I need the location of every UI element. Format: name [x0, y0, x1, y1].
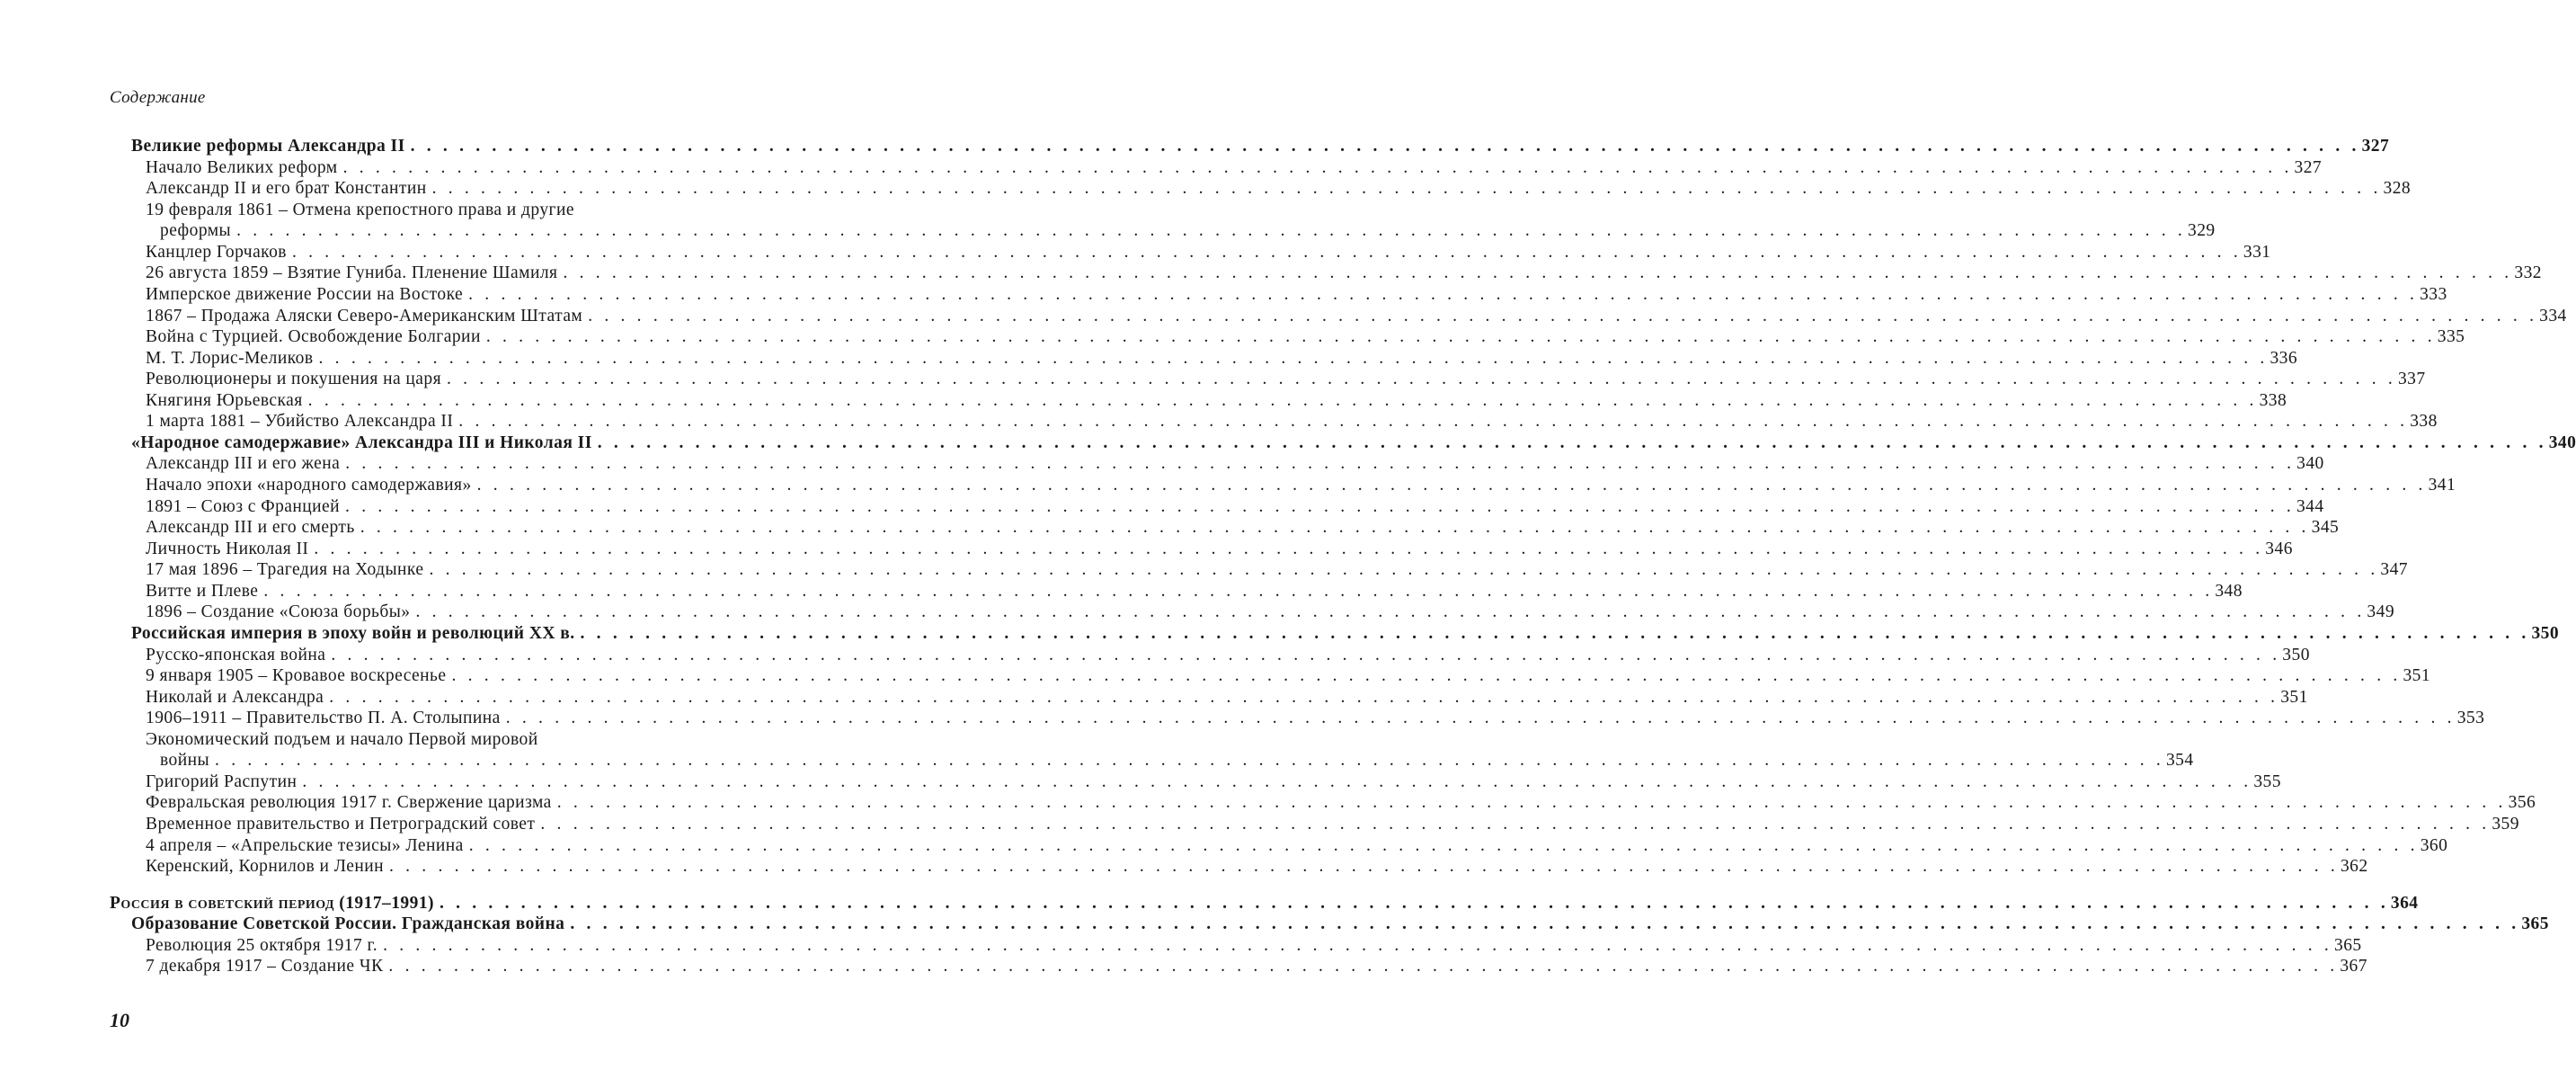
toc-chapter[interactable] [110, 914, 2549, 935]
toc-entry[interactable] [110, 687, 2308, 709]
entry-page: 364 [2390, 893, 2419, 913]
dot-leader: . . . . . . . . . . . . . . . . . . . . . . . . . . . . . . . . . . . . . . . . . . . . . . . . . . . . . . . . . . . . . . . . . . . . . . . . . . . . . . . . . . . . . . . . . . . . . . . . . . . . . . . . . . . . . . . . . . . . . . . . [563, 263, 2513, 283]
toc-entry[interactable] [110, 411, 2438, 432]
toc-entry[interactable] [110, 645, 2310, 666]
entry-title: Витте и Плеве [146, 581, 259, 601]
entry-page: 365 [2521, 914, 2549, 934]
entry-page: 365 [2334, 935, 2362, 955]
toc-entry[interactable] [110, 856, 2368, 878]
toc-entry[interactable] [110, 956, 2367, 977]
toc-entry[interactable] [110, 708, 2485, 729]
entry-title-continued: войны [160, 751, 210, 771]
entry-title: М. Т. Лорис-Меликов [146, 348, 314, 368]
dot-leader: . . . . . . . . . . . . . . . . . . . . . . . . . . . . . . . . . . . . . . . . . . . . . . . . . . . . . . . . . . . . . . . . . . . . . . . . . . . . . . . . . . . . . . . . . . . . . . . . . . . . . . . . . . . . . . . . . . . . . . . . [345, 496, 2295, 516]
toc-entry[interactable] [110, 581, 2243, 602]
entry-page: 350 [2282, 645, 2310, 664]
dot-leader: . . . . . . . . . . . . . . . . . . . . . . . . . . . . . . . . . . . . . . . . . . . . . . . . . . . . . . . . . . . . . . . . . . . . . . . . . . . . . . . . . . . . . . . . . . . . . . . . . . . . . . . . . . . . . . . . . . . . . . . . [410, 137, 2360, 156]
dot-leader: . . . . . . . . . . . . . . . . . . . . . . . . . . . . . . . . . . . . . . . . . . . . . . . . . . . . . . . . . . . . . . . . . . . . . . . . . . . . . . . . . . . . . . . . . . . . . . . . . . . . . . . . . . . . . . . . . . . . . . . . [570, 914, 2520, 934]
entry-title: Русско-японская война [146, 645, 326, 664]
toc-entry[interactable] [110, 157, 2323, 179]
dot-leader: . . . . . . . . . . . . . . . . . . . . . . . . . . . . . . . . . . . . . . . . . . . . . . . . . . . . . . . . . . . . . . . . . . . . . . . . . . . . . . . . . . . . . . . . . . . . . . . . . . . . . . . . . . . . . . . . . . . . . . . . [302, 771, 2252, 791]
entry-page: 362 [2340, 857, 2368, 877]
toc-entry[interactable] [110, 792, 2536, 814]
entry-page: 348 [2215, 581, 2243, 601]
entry-page: 356 [2508, 793, 2536, 813]
dot-leader: . . . . . . . . . . . . . . . . . . . . . . . . . . . . . . . . . . . . . . . . . . . . . . . . . . . . . . . . . . . . . . . . . . . . . . . . . . . . . . . . . . . . . . . . . . . . . . . . . . . . . . . . . . . . . . . . . . . . . . . . [588, 306, 2538, 325]
entry-title: 1891 – Союз с Францией [146, 496, 341, 516]
entry-page: 355 [2253, 771, 2281, 791]
entry-title: Революция 25 октября 1917 г. [146, 935, 378, 955]
dot-leader: . . . . . . . . . . . . . . . . . . . . . . . . . . . . . . . . . . . . . . . . . . . . . . . . . . . . . . . . . . . . . . . . . . . . . . . . . . . . . . . . . . . . . . . . . . . . . . . . . . . . . . . . . . . . . . . . . . . . . . . . [468, 284, 2419, 304]
dot-leader: . . . . . . . . . . . . . . . . . . . . . . . . . . . . . . . . . . . . . . . . . . . . . . . . . . . . . . . . . . . . . . . . . . . . . . . . . . . . . . . . . . . . . . . . . . . . . . . . . . . . . . . . . . . . . . . . . . . . . . . . [388, 957, 2339, 976]
entry-page: 347 [2380, 560, 2409, 580]
toc-entry[interactable] [110, 935, 2362, 957]
entry-page: 367 [2340, 957, 2367, 976]
entry-page: 340 [2548, 432, 2576, 452]
entry-page: 354 [2165, 751, 2194, 771]
toc-entry[interactable] [110, 326, 2465, 348]
dot-leader: . . . . . . . . . . . . . . . . . . . . . . . . . . . . . . . . . . . . . . . . . . . . . . . . . . . . . . . . . . . . . . . . . . . . . . . . . . . . . . . . . . . . . . . . . . . . . . . . . . . . . . . . . . . . . . . . . . . . . . . . [476, 476, 2427, 495]
dot-leader: . . . . . . . . . . . . . . . . . . . . . . . . . . . . . . . . . . . . . . . . . . . . . . . . . . . . . . . . . . . . . . . . . . . . . . . . . . . . . . . . . . . . . . . . . . . . . . . . . . . . . . . . . . . . . . . . . . . . . . . . [505, 709, 2456, 728]
toc-entry[interactable] [110, 369, 2426, 390]
toc-entry[interactable] [110, 496, 2324, 518]
entry-title: 7 декабря 1917 – Создание ЧК [146, 957, 384, 976]
entry-page: 349 [2367, 602, 2395, 622]
entry-page: 340 [2296, 454, 2324, 474]
entry-title: Февральская революция 1917 г. Свержение царизма [146, 793, 552, 813]
entry-page: 351 [2403, 666, 2431, 686]
dot-leader: . . . . . . . . . . . . . . . . . . . . . . . . . . . . . . . . . . . . . . . . . . . . . . . . . . . . . . . . . . . . . . . . . . . . . . . . . . . . . . . . . . . . . . . . . . . . . . . . . . . . . . . . . . . . . . . . . . . . . . . . [318, 348, 2269, 368]
dot-leader: . . . . . . . . . . . . . . . . . . . . . . . . . . . . . . . . . . . . . . . . . . . . . . . . . . . . . . . . . . . . . . . . . . . . . . . . . . . . . . . . . . . . . . . . . . . . . . . . . . . . . . . . . . . . . . . . . . . . . . . . [597, 432, 2547, 452]
dot-leader: . . . . . . . . . . . . . . . . . . . . . . . . . . . . . . . . . . . . . . . . . . . . . . . . . . . . . . . . . . . . . . . . . . . . . . . . . . . . . . . . . . . . . . . . . . . . . . . . . . . . . . . . . . . . . . . . . . . . . . . . [580, 623, 2530, 643]
toc-entry[interactable] [110, 284, 2447, 306]
toc-entry[interactable] [110, 539, 2293, 560]
entry-title: 1 марта 1881 – Убийство Александра II [146, 412, 454, 432]
running-head: Содержание [110, 88, 206, 107]
toc-entry-continuation[interactable] [110, 750, 2194, 771]
entry-page: 345 [2311, 518, 2340, 538]
dot-leader: . . . . . . . . . . . . . . . . . . . . . . . . . . . . . . . . . . . . . . . . . . . . . . . . . . . . . . . . . . . . . . . . . . . . . . . . . . . . . . . . . . . . . . . . . . . . . . . . . . . . . . . . . . . . . . . . . . . . . . . . [451, 666, 2402, 686]
dot-leader: . . . . . . . . . . . . . . . . . . . . . . . . . . . . . . . . . . . . . . . . . . . . . . . . . . . . . . . . . . . . . . . . . . . . . . . . . . . . . . . . . . . . . . . . . . . . . . . . . . . . . . . . . . . . . . . . . . . . . . . . [415, 602, 2366, 622]
toc-chapter[interactable] [110, 136, 2390, 157]
dot-leader: . . . . . . . . . . . . . . . . . . . . . . . . . . . . . . . . . . . . . . . . . . . . . . . . . . . . . . . . . . . . . . . . . . . . . . . . . . . . . . . . . . . . . . . . . . . . . . . . . . . . . . . . . . . . . . . . . . . . . . . . [383, 935, 2333, 955]
entry-title: 1896 – Создание «Союза борьбы» [146, 602, 411, 622]
dot-leader: . . . . . . . . . . . . . . . . . . . . . . . . . . . . . . . . . . . . . . . . . . . . . . . . . . . . . . . . . . . . . . . . . . . . . . . . . . . . . . . . . . . . . . . . . . . . . . . . . . . . . . . . . . . . . . . . . . . . . . . . [540, 815, 2491, 834]
dot-leader: . . . . . . . . . . . . . . . . . . . . . . . . . . . . . . . . . . . . . . . . . . . . . . . . . . . . . . . . . . . . . . . . . . . . . . . . . . . . . . . . . . . . . . . . . . . . . . . . . . . . . . . . . . . . . . . . . . . . . . . . [345, 454, 2296, 474]
entry-title: «Народное самодержавие» Александра III и Николая II [131, 432, 592, 452]
dot-leader: . . . . . . . . . . . . . . . . . . . . . . . . . . . . . . . . . . . . . . . . . . . . . . . . . . . . . . . . . . . . . . . . . . . . . . . . . . . . . . . . . . . . . . . . . . . . . . . . . . . . . . . . . . . . . . . . . . . . . . . . [431, 179, 2382, 199]
entry-page: 353 [2456, 709, 2485, 728]
toc-entry[interactable] [110, 559, 2409, 581]
dot-leader: . . . . . . . . . . . . . . . . . . . . . . . . . . . . . . . . . . . . . . . . . . . . . . . . . . . . . . . . . . . . . . . . . . . . . . . . . . . . . . . . . . . . . . . . . . . . . . . . . . . . . . . . . . . . . . . . . . . . . . . . [439, 893, 2389, 913]
entry-page: 328 [2383, 179, 2412, 199]
dot-leader: . . . . . . . . . . . . . . . . . . . . . . . . . . . . . . . . . . . . . . . . . . . . . . . . . . . . . . . . . . . . . . . . . . . . . . . . . . . . . . . . . . . . . . . . . . . . . . . . . . . . . . . . . . . . . . . . . . . . . . . . [291, 242, 2242, 262]
entry-title: Николай и Александра [146, 687, 324, 707]
toc-entry[interactable] [110, 390, 2287, 412]
entry-title: 9 января 1905 – Кровавое воскресенье [146, 666, 447, 686]
toc-entry[interactable] [110, 517, 2340, 539]
toc-entry[interactable] [110, 242, 2271, 263]
entry-title: Временное правительство и Петроградский совет [146, 815, 536, 834]
entry-page: 351 [2280, 687, 2308, 707]
entry-page: 360 [2420, 835, 2448, 855]
toc-entry[interactable] [110, 729, 676, 751]
entry-page: 332 [2514, 263, 2542, 283]
entry-title: Начало эпохи «народного самодержавия» [146, 476, 472, 495]
entry-title: Революционеры и покушения на царя [146, 370, 442, 389]
entry-title: 1867 – Продажа Аляски Северо-Американским Штатам [146, 306, 583, 325]
toc-part[interactable] [110, 893, 2419, 914]
dot-leader: . . . . . . . . . . . . . . . . . . . . . . . . . . . . . . . . . . . . . . . . . . . . . . . . . . . . . . . . . . . . . . . . . . . . . . . . . . . . . . . . . . . . . . . . . . . . . . . . . . . . . . . . . . . . . . . . . . . . . . . . [314, 539, 2264, 558]
entry-title: Начало Великих реформ [146, 157, 338, 177]
entry-page: 337 [2397, 370, 2426, 389]
entry-title: Григорий Распутин [146, 771, 298, 791]
entry-title: Личность Николая II [146, 539, 309, 558]
entry-page: 338 [2259, 390, 2287, 410]
entry-page: 341 [2428, 476, 2456, 495]
entry-title: Канцлер Горчаков [146, 242, 287, 262]
entry-page: 329 [2188, 221, 2216, 241]
toc-entry[interactable] [110, 475, 2456, 496]
dot-leader: . . . . . . . . . . . . . . . . . . . . . . . . . . . . . . . . . . . . . . . . . . . . . . . . . . . . . . . . . . . . . . . . . . . . . . . . . . . . . . . . . . . . . . . . . . . . . . . . . . . . . . . . . . . . . . . . . . . . . . . . [556, 793, 2507, 813]
dot-leader: . . . . . . . . . . . . . . . . . . . . . . . . . . . . . . . . . . . . . . . . . . . . . . . . . . . . . . . . . . . . . . . . . . . . . . . . . . . . . . . . . . . . . . . . . . . . . . . . . . . . . . . . . . . . . . . . . . . . . . . . [458, 412, 2409, 432]
entry-title: Война с Турцией. Освобождение Болгарии [146, 327, 481, 347]
dot-leader: . . . . . . . . . . . . . . . . . . . . . . . . . . . . . . . . . . . . . . . . . . . . . . . . . . . . . . . . . . . . . . . . . . . . . . . . . . . . . . . . . . . . . . . . . . . . . . . . . . . . . . . . . . . . . . . . . . . . . . . . [331, 645, 2281, 664]
entry-title-continued: реформы [160, 221, 232, 241]
toc-entry[interactable] [110, 453, 2324, 475]
dot-leader: . . . . . . . . . . . . . . . . . . . . . . . . . . . . . . . . . . . . . . . . . . . . . . . . . . . . . . . . . . . . . . . . . . . . . . . . . . . . . . . . . . . . . . . . . . . . . . . . . . . . . . . . . . . . . . . . . . . . . . . . [342, 157, 2293, 177]
entry-title: Великие реформы Александра II [131, 137, 405, 156]
dot-leader: . . . . . . . . . . . . . . . . . . . . . . . . . . . . . . . . . . . . . . . . . . . . . . . . . . . . . . . . . . . . . . . . . . . . . . . . . . . . . . . . . . . . . . . . . . . . . . . . . . . . . . . . . . . . . . . . . . . . . . . . [215, 751, 2164, 771]
entry-page: 359 [2492, 815, 2519, 834]
entry-page: 336 [2270, 348, 2298, 368]
entry-title: 17 мая 1896 – Трагедия на Ходынке [146, 560, 424, 580]
entry-page: 327 [2294, 157, 2323, 177]
dot-leader: . . . . . . . . . . . . . . . . . . . . . . . . . . . . . . . . . . . . . . . . . . . . . . . . . . . . . . . . . . . . . . . . . . . . . . . . . . . . . . . . . . . . . . . . . . . . . . . . . . . . . . . . . . . . . . . . . . . . . . . . [236, 221, 2187, 241]
entry-title: Российская империя в эпоху войн и революций XX в. [131, 623, 575, 643]
toc-entry[interactable] [110, 835, 2448, 857]
dot-leader: . . . . . . . . . . . . . . . . . . . . . . . . . . . . . . . . . . . . . . . . . . . . . . . . . . . . . . . . . . . . . . . . . . . . . . . . . . . . . . . . . . . . . . . . . . . . . . . . . . . . . . . . . . . . . . . . . . . . . . . . [263, 581, 2214, 601]
toc-entry[interactable] [110, 665, 2431, 687]
toc-entry[interactable] [110, 263, 2542, 284]
dot-leader: . . . . . . . . . . . . . . . . . . . . . . . . . . . . . . . . . . . . . . . . . . . . . . . . . . . . . . . . . . . . . . . . . . . . . . . . . . . . . . . . . . . . . . . . . . . . . . . . . . . . . . . . . . . . . . . . . . . . . . . . [485, 327, 2436, 347]
entry-title: Керенский, Корнилов и Ленин [146, 857, 384, 877]
entry-page: 333 [2420, 284, 2447, 304]
entry-page: 334 [2539, 306, 2567, 325]
entry-title: Образование Советской России. Гражданская война [131, 914, 565, 934]
dot-leader: . . . . . . . . . . . . . . . . . . . . . . . . . . . . . . . . . . . . . . . . . . . . . . . . . . . . . . . . . . . . . . . . . . . . . . . . . . . . . . . . . . . . . . . . . . . . . . . . . . . . . . . . . . . . . . . . . . . . . . . . [468, 835, 2419, 855]
entry-title: 26 августа 1859 – Взятие Гуниба. Пленение Шамиля [146, 263, 558, 283]
toc-entry-continuation[interactable] [110, 220, 2216, 242]
entry-page: 350 [2531, 623, 2560, 643]
dot-leader: . . . . . . . . . . . . . . . . . . . . . . . . . . . . . . . . . . . . . . . . . . . . . . . . . . . . . . . . . . . . . . . . . . . . . . . . . . . . . . . . . . . . . . . . . . . . . . . . . . . . . . . . . . . . . . . . . . . . . . . . [329, 687, 2279, 707]
dot-leader: . . . . . . . . . . . . . . . . . . . . . . . . . . . . . . . . . . . . . . . . . . . . . . . . . . . . . . . . . . . . . . . . . . . . . . . . . . . . . . . . . . . . . . . . . . . . . . . . . . . . . . . . . . . . . . . . . . . . . . . . [307, 390, 2258, 410]
toc-entry[interactable] [110, 306, 2567, 327]
toc-chapter[interactable] [110, 432, 2576, 454]
dot-leader: . . . . . . . . . . . . . . . . . . . . . . . . . . . . . . . . . . . . . . . . . . . . . . . . . . . . . . . . . . . . . . . . . . . . . . . . . . . . . . . . . . . . . . . . . . . . . . . . . . . . . . . . . . . . . . . . . . . . . . . . [360, 518, 2310, 538]
entry-page: 331 [2243, 242, 2271, 262]
entry-page: 335 [2437, 327, 2465, 347]
dot-leader: . . . . . . . . . . . . . . . . . . . . . . . . . . . . . . . . . . . . . . . . . . . . . . . . . . . . . . . . . . . . . . . . . . . . . . . . . . . . . . . . . . . . . . . . . . . . . . . . . . . . . . . . . . . . . . . . . . . . . . . . [389, 857, 2339, 877]
entry-title: Россия в советский период (1917–1991) [110, 893, 434, 913]
toc-entry[interactable] [110, 178, 2412, 200]
entry-title: 1906–1911 – Правительство П. А. Столыпина [146, 709, 501, 728]
toc-entry[interactable] [110, 602, 2395, 623]
entry-title: Княгиня Юрьевская [146, 390, 303, 410]
dot-leader: . . . . . . . . . . . . . . . . . . . . . . . . . . . . . . . . . . . . . . . . . . . . . . . . . . . . . . . . . . . . . . . . . . . . . . . . . . . . . . . . . . . . . . . . . . . . . . . . . . . . . . . . . . . . . . . . . . . . . . . . [429, 560, 2379, 580]
entry-page: 344 [2296, 496, 2324, 516]
toc-entry[interactable] [110, 814, 2519, 835]
entry-title: Имперское движение России на Востоке [146, 284, 464, 304]
toc-entry[interactable] [110, 200, 676, 221]
entry-title: Александр III и его жена [146, 454, 341, 474]
entry-page: 338 [2410, 412, 2438, 432]
entry-title: Экономический подъем и начало Первой мировой [146, 729, 538, 749]
entry-title: 4 апреля – «Апрельские тезисы» Ленина [146, 835, 464, 855]
spacer [110, 878, 676, 893]
entry-page: 346 [2265, 539, 2293, 558]
toc-entry[interactable] [110, 348, 2298, 370]
entry-title: Александр II и его брат Константин [146, 179, 427, 199]
entry-title: Александр III и его смерть [146, 518, 355, 538]
entry-page: 327 [2361, 137, 2390, 156]
toc-entry[interactable] [110, 771, 2281, 793]
table-of-contents [110, 136, 2576, 977]
page-number: 10 [110, 1009, 129, 1031]
toc-chapter[interactable] [110, 623, 2560, 645]
dot-leader: . . . . . . . . . . . . . . . . . . . . . . . . . . . . . . . . . . . . . . . . . . . . . . . . . . . . . . . . . . . . . . . . . . . . . . . . . . . . . . . . . . . . . . . . . . . . . . . . . . . . . . . . . . . . . . . . . . . . . . . . [447, 370, 2396, 389]
entry-title: 19 февраля 1861 – Отмена крепостного права и другие [146, 200, 574, 219]
